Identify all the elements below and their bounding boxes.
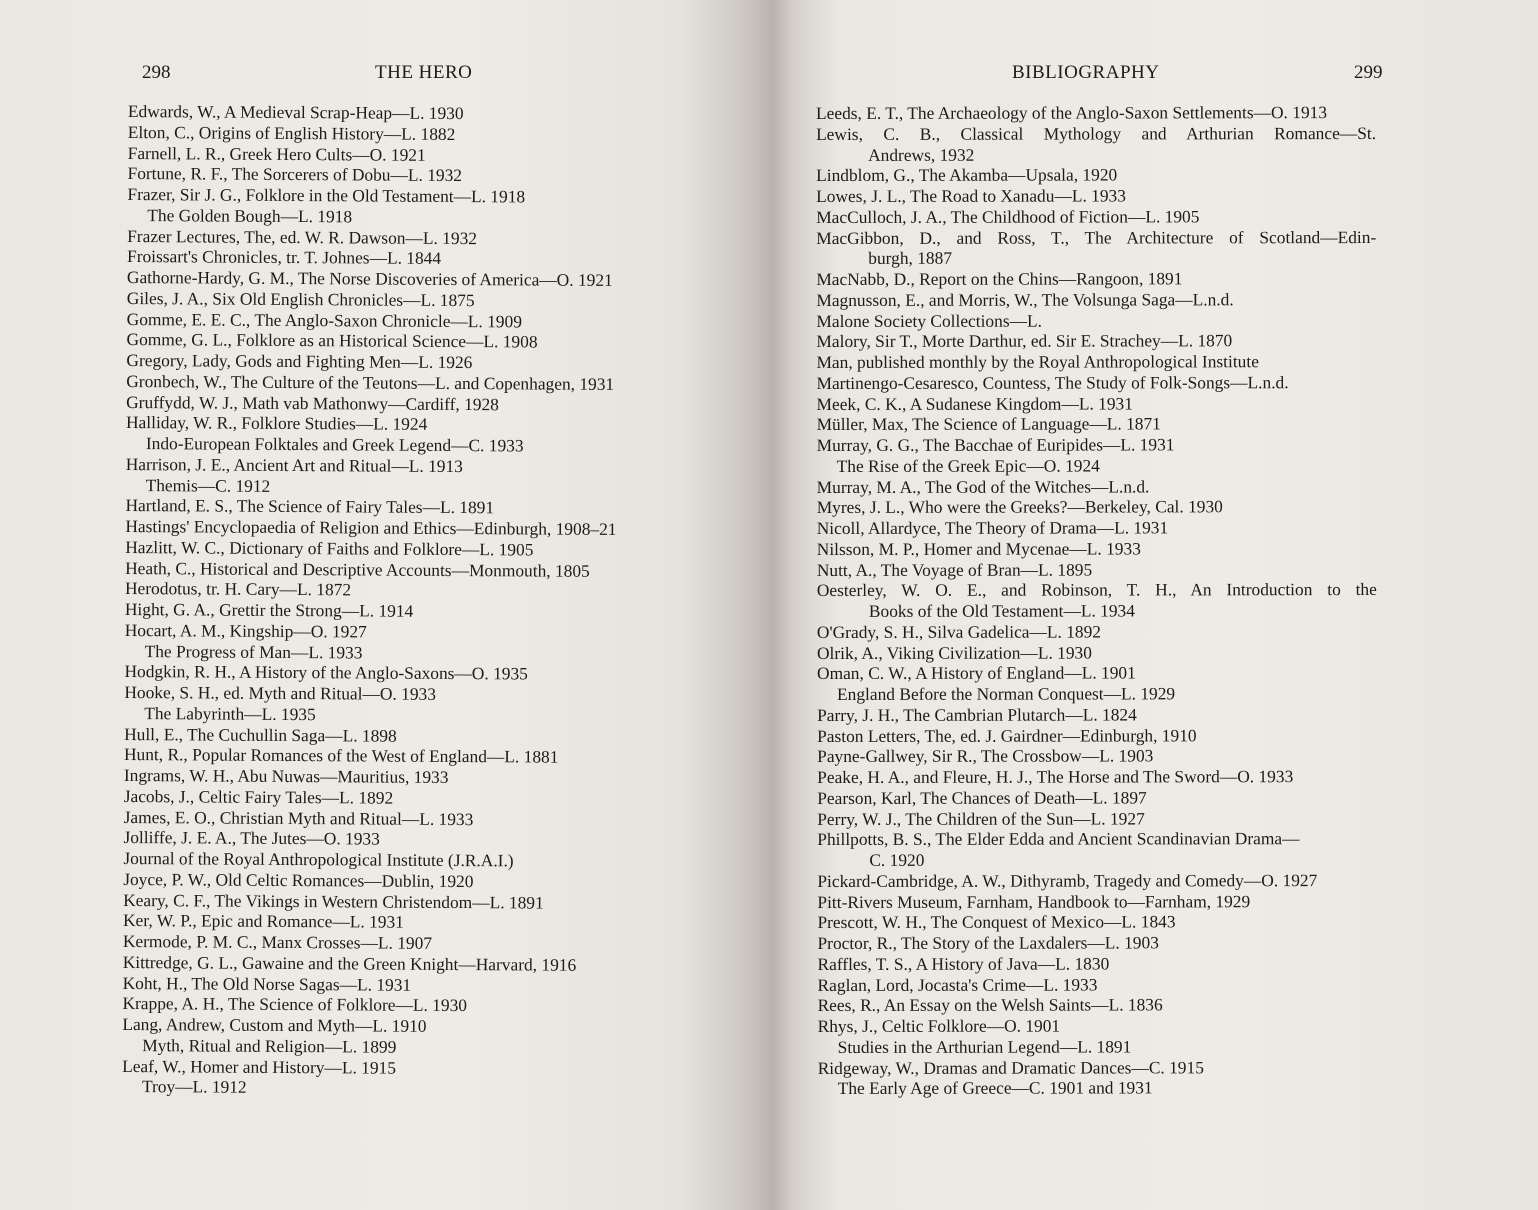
bibliography-entry: Olrik, A., Viking Civilization—L. 1930 xyxy=(816,642,1092,663)
bibliography-entry: Müller, Max, The Science of Language—L. 1871 xyxy=(816,413,1161,435)
bibliography-entry: Oesterley, W. O. E., and Robinson, T. H., An Introduction to the xyxy=(816,579,1377,601)
bibliography-entry: Ridgeway, W., Dramas and Dramatic Dances—C. 1915 xyxy=(817,1056,1204,1078)
bibliography-entry: Paston Letters, The, ed. J. Gairdner—Edinburgh, 1910 xyxy=(817,724,1197,746)
bibliography-entry: Elton, C., Origins of English History—L. 1882 xyxy=(127,121,456,144)
bibliography-entry: Ker, W. P., Epic and Romance—L. 1931 xyxy=(122,910,404,932)
bibliography-entry: Magnusson, E., and Morris, W., The Volsunga Saga—L.n.d. xyxy=(816,289,1234,310)
bibliography-entry: Murray, G. G., The Bacchae of Euripides—L. 1931 xyxy=(816,434,1175,455)
bibliography-entry: Froissart's Chronicles, tr. T. Johnes—L. 1844 xyxy=(126,246,442,269)
bibliography-entry: Pickard-Cambridge, A. W., Dithyramb, Tragedy and Comedy—O. 1927 xyxy=(817,869,1318,891)
bibliography-subentry: The Labyrinth—L. 1935 xyxy=(144,702,316,724)
bibliography-entry: Raffles, T. S., A History of Java—L. 1830 xyxy=(817,953,1110,974)
bibliography-entry: Giles, J. A., Six Old English Chronicles—L. 1875 xyxy=(126,287,475,310)
bibliography-entry: Journal of the Royal Anthropological Institute (J.R.A.I.) xyxy=(123,847,514,871)
bibliography-entry: Oman, C. W., A History of England—L. 1901 xyxy=(816,662,1136,684)
bibliography-list xyxy=(816,102,1378,1099)
bibliography-entry: Edwards, W., A Medieval Scrap-Heap—L. 1930 xyxy=(127,101,464,124)
bibliography-entry: Kermode, P. M. C., Manx Crosses—L. 1907 xyxy=(122,930,433,953)
bibliography-entry: Peake, H. A., and Fleure, H. J., The Horse and The Sword—O. 1933 xyxy=(817,766,1294,787)
bibliography-entry: Gomme, E. E. C., The Anglo-Saxon Chronicle—L. 1909 xyxy=(126,308,523,331)
bibliography-entry: Gregory, Lady, Gods and Fighting Men—L. 1926 xyxy=(126,349,473,373)
page-number: 298 xyxy=(142,62,171,83)
bibliography-entry: Pitt-Rivers Museum, Farnham, Handbook to—Farnham, 1929 xyxy=(817,890,1251,912)
bibliography-entry: MacNabb, D., Report on the Chins—Rangoon, 1891 xyxy=(816,268,1183,289)
bibliography-entry: Lindblom, G., The Akamba—Upsala, 1920 xyxy=(816,164,1118,186)
bibliography-entry: Keary, C. F., The Vikings in Western Christendom—L. 1891 xyxy=(123,889,544,913)
bibliography-subentry: Myth, Ritual and Religion—L. 1899 xyxy=(142,1034,397,1057)
running-head: BIBLIOGRAPHY xyxy=(1012,62,1160,83)
bibliography-entry: Lewis, C. B., Classical Mythology and Arthurian Romance—St. xyxy=(816,122,1377,144)
bibliography-entry: Fortune, R. F., The Sorcerers of Dobu—L. 1932 xyxy=(127,163,463,186)
bibliography-entry: Gruffydd, W. J., Math vab Mathonwy—Cardiff, 1928 xyxy=(126,391,499,414)
bibliography-entry: Frazer, Sir J. G., Folklore in the Old Testament—L. 1918 xyxy=(127,183,526,207)
bibliography-entry: Hodgkin, R. H., A History of the Anglo-Saxons—O. 1935 xyxy=(124,661,528,684)
bibliography-entry: Hight, G. A., Grettir the Strong—L. 1914 xyxy=(124,598,414,621)
bibliography-subentry: Themis—C. 1912 xyxy=(145,474,271,496)
bibliography-entry: Parry, J. H., The Cambrian Plutarch—L. 1824 xyxy=(817,704,1137,725)
bibliography-entry: Hartland, E. S., The Science of Fairy Tales—L. 1891 xyxy=(125,495,495,518)
bibliography-entry: Herodotus, tr. H. Cary—L. 1872 xyxy=(124,578,352,600)
bibliography-subentry: The Rise of the Greek Epic—O. 1924 xyxy=(836,455,1100,476)
bibliography-entry: MacGibbon, D., and Ross, T., The Architecture of Scotland—Edin- xyxy=(816,226,1377,248)
bibliography-entry: Hocart, A. M., Kingship—O. 1927 xyxy=(124,619,367,642)
bibliography-entry: Pearson, Karl, The Chances of Death—L. 1897 xyxy=(817,787,1147,808)
bibliography-entry: Hastings' Encyclopaedia of Religion and Ethics—Edinburgh, 1908–21 xyxy=(125,515,617,539)
bibliography-entry: Krappe, A. H., The Science of Folklore—L. 1930 xyxy=(122,993,468,1016)
bibliography-entry: Myres, J. L., Who were the Greeks?—Berkeley, Cal. 1930 xyxy=(816,496,1223,518)
bibliography-entry: Martinengo-Cesaresco, Countess, The Study of Folk-Songs—L.n.d. xyxy=(816,371,1289,393)
bibliography-entry-continuation: Andrews, 1932 xyxy=(868,144,975,165)
bibliography-entry: Farnell, L. R., Greek Hero Cults—O. 1921 xyxy=(127,142,426,165)
bibliography-entry: Ingrams, W. H., Abu Nuwas—Mauritius, 1933 xyxy=(123,764,449,787)
bibliography-subentry: Studies in the Arthurian Legend—L. 1891 xyxy=(837,1036,1132,1057)
bibliography-subentry: Troy—L. 1912 xyxy=(141,1076,247,1097)
bibliography-entry: Gomme, G. L., Folklore as an Historical Science—L. 1908 xyxy=(126,329,538,352)
bibliography-entry: Halliday, W. R., Folklore Studies—L. 1924 xyxy=(125,412,428,435)
bibliography-entry: Raglan, Lord, Jocasta's Crime—L. 1933 xyxy=(817,974,1098,995)
bibliography-entry: Hazlitt, W. C., Dictionary of Faiths and Folklore—L. 1905 xyxy=(125,536,534,560)
bibliography-entry: Leeds, E. T., The Archaeology of the Anglo-Saxon Settlements—O. 1913 xyxy=(816,102,1328,123)
bibliography-list xyxy=(122,101,718,1101)
bibliography-entry: Frazer Lectures, The, ed. W. R. Dawson—L. 1932 xyxy=(127,225,478,248)
bibliography-entry: Kittredge, G. L., Gawaine and the Green Knight—Harvard, 1916 xyxy=(122,951,577,975)
bibliography-entry: Nilsson, M. P., Homer and Mycenae—L. 1933 xyxy=(816,538,1141,559)
bibliography-entry: Prescott, W. H., The Conquest of Mexico—L. 1843 xyxy=(817,911,1176,933)
bibliography-entry-continuation: C. 1920 xyxy=(869,849,925,870)
bibliography-entry: Hooke, S. H., ed. Myth and Ritual—O. 1933 xyxy=(124,681,437,704)
bibliography-entry: Gathorne-Hardy, G. M., The Norse Discoveries of America—O. 1921 xyxy=(126,266,613,290)
bibliography-entry: MacCulloch, J. A., The Childhood of Fiction—L. 1905 xyxy=(816,206,1200,227)
bibliography-subentry: The Early Age of Greece—C. 1901 and 1931 xyxy=(837,1077,1153,1099)
bibliography-entry: Heath, C., Historical and Descriptive Accounts—Monmouth, 1805 xyxy=(125,557,590,581)
bibliography-entry-continuation: burgh, 1887 xyxy=(868,248,953,269)
bibliography-entry: Gronbech, W., The Culture of the Teutons—L. and Copenhagen, 1931 xyxy=(126,370,615,394)
bibliography-entry: Malory, Sir T., Morte Darthur, ed. Sir E. Strachey—L. 1870 xyxy=(816,330,1233,352)
page-number: 299 xyxy=(1354,62,1383,83)
bibliography-entry: Koht, H., The Old Norse Sagas—L. 1931 xyxy=(122,972,412,995)
bibliography-entry: Jacobs, J., Celtic Fairy Tales—L. 1892 xyxy=(123,785,394,808)
bibliography-entry: Lowes, J. L., The Road to Xanadu—L. 1933 xyxy=(816,185,1126,206)
bibliography-entry: Malone Society Collections—L. xyxy=(816,310,1042,331)
bibliography-entry: Lang, Andrew, Custom and Myth—L. 1910 xyxy=(122,1013,427,1036)
bibliography-entry: Man, published monthly by the Royal Anthropological Institute xyxy=(816,351,1259,372)
bibliography-subentry: The Progress of Man—L. 1933 xyxy=(144,640,363,662)
bibliography-entry: Meek, C. K., A Sudanese Kingdom—L. 1931 xyxy=(816,392,1133,414)
running-head: THE HERO xyxy=(375,62,473,83)
bibliography-entry: Phillpotts, B. S., The Elder Edda and Ancient Scandinavian Drama— xyxy=(817,828,1300,850)
bibliography-entry: Payne-Gallwey, Sir R., The Crossbow—L. 1903 xyxy=(817,745,1154,767)
bibliography-entry: Jolliffe, J. E. A., The Jutes—O. 1933 xyxy=(123,827,380,849)
bibliography-entry: James, E. O., Christian Myth and Ritual—L. 1933 xyxy=(123,806,474,829)
bibliography-entry: Hull, E., The Cuchullin Saga—L. 1898 xyxy=(124,723,397,746)
bibliography-entry: Joyce, P. W., Old Celtic Romances—Dublin, 1920 xyxy=(123,868,474,891)
bibliography-subentry: The Golden Bough—L. 1918 xyxy=(147,204,353,227)
bibliography-entry: Rhys, J., Celtic Folklore—O. 1901 xyxy=(817,1015,1061,1036)
bibliography-entry: Nutt, A., The Voyage of Bran—L. 1895 xyxy=(816,559,1093,580)
bibliography-entry: Hunt, R., Popular Romances of the West of England—L. 1881 xyxy=(123,744,559,767)
right-page xyxy=(772,0,1538,1210)
bibliography-entry: Perry, W. J., The Children of the Sun—L. 1927 xyxy=(817,807,1145,829)
bibliography-entry-continuation: Books of the Old Testament—L. 1934 xyxy=(868,600,1135,621)
bibliography-entry: Harrison, J. E., Ancient Art and Ritual—L. 1913 xyxy=(125,453,463,476)
bibliography-entry: Rees, R., An Essay on the Welsh Saints—L. 1836 xyxy=(817,994,1163,1016)
bibliography-entry: Nicoll, Allardyce, The Theory of Drama—L. 1931 xyxy=(816,517,1169,538)
bibliography-subentry: Indo-European Folktales and Greek Legend—C. 1933 xyxy=(145,433,524,456)
bibliography-entry: Leaf, W., Homer and History—L. 1915 xyxy=(122,1055,397,1078)
bibliography-entry: O'Grady, S. H., Silva Gadelica—L. 1892 xyxy=(816,621,1102,642)
bibliography-entry: Murray, M. A., The God of the Witches—L.n.d. xyxy=(816,475,1150,497)
bibliography-entry: Proctor, R., The Story of the Laxdalers—L. 1903 xyxy=(817,932,1159,953)
bibliography-subentry: England Before the Norman Conquest—L. 1929 xyxy=(837,683,1176,704)
